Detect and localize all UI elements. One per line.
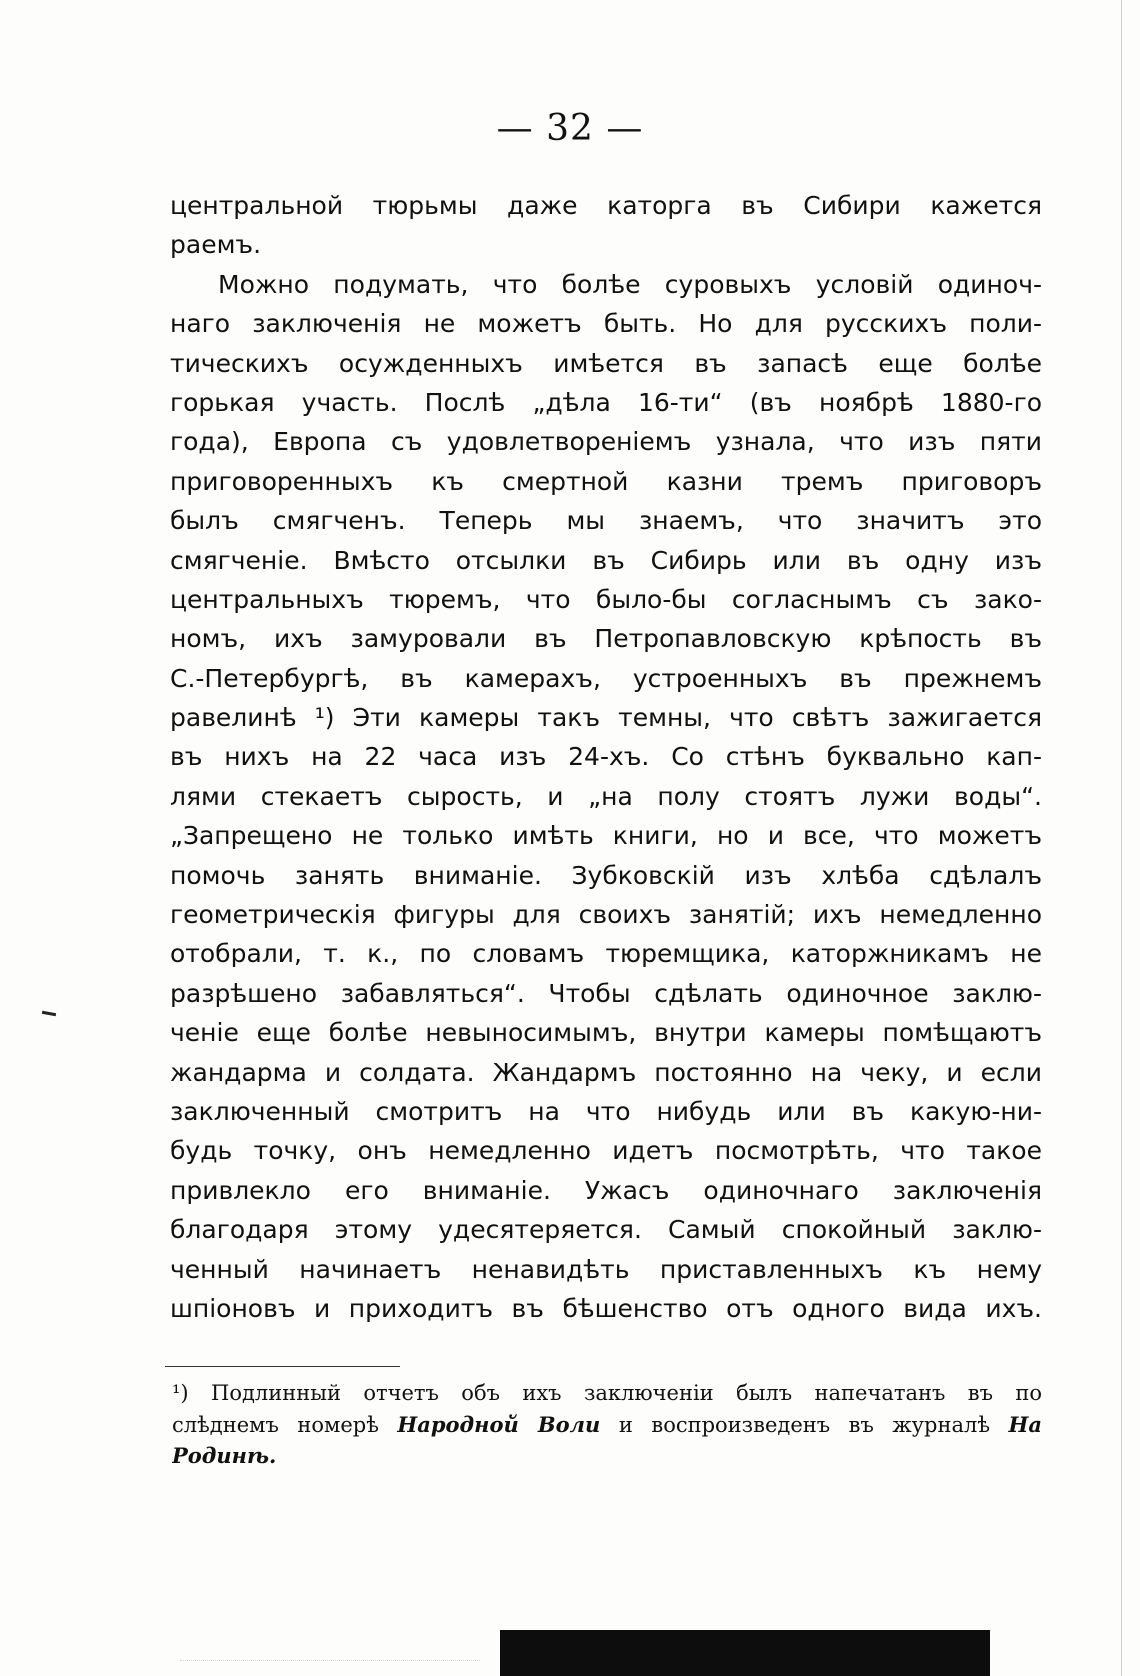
text-line: привлекло его вниманіе. Ужасъ одиночнаго заключенія xyxy=(170,1175,1042,1205)
footnote-text: и воспроизведенъ въ журналѣ xyxy=(618,1413,990,1437)
text-line: ченный начинаетъ ненавидѣть приставленныхъ къ нему xyxy=(170,1254,1042,1284)
scan-artifact xyxy=(180,1640,480,1661)
body-text xyxy=(170,186,1042,1328)
text-line: тическихъ осужденныхъ имѣется въ запасѣ еще болѣе xyxy=(170,348,1042,378)
text-line: года), Европа съ удовлетвореніемъ узнала, что изъ пяти xyxy=(170,427,1042,457)
text-line: горькая участь. Послѣ „дѣла 16-ти“ (въ ноябрѣ 1880-го xyxy=(170,387,1042,417)
journal-title: Народной Воли xyxy=(397,1412,601,1437)
journal-title: Родинѣ xyxy=(172,1443,270,1468)
footnote-line xyxy=(172,1378,1042,1409)
text-line: будь точку, онъ немедленно идетъ посмотрѣть, что такое xyxy=(170,1136,1042,1166)
text-line: жандарма и солдата. Жандармъ постоянно на чеку, и если xyxy=(170,1057,1042,1087)
scan-edge-bar xyxy=(500,1630,990,1676)
text-line: геометрическія фигуры для своихъ занятій; ихъ немедленно xyxy=(170,900,1042,930)
footnote xyxy=(172,1378,1042,1471)
text-line: центральной тюрьмы даже каторга въ Сибири кажется xyxy=(170,191,1042,220)
footnote-text: . xyxy=(269,1443,277,1468)
text-line: былъ смягченъ. Теперь мы знаемъ, что значитъ это xyxy=(170,506,1042,536)
text-line: въ нихъ на 22 часа изъ 24-хъ. Со стѣнъ буквально кап- xyxy=(170,742,1042,772)
text-line: номъ, ихъ замуровали въ Петропавловскую крѣпость въ xyxy=(170,624,1042,654)
footnote-divider xyxy=(165,1366,400,1367)
page-edge-line xyxy=(1121,0,1122,1676)
text-line: центральныхъ тюремъ, что было-бы согласнымъ съ зако- xyxy=(170,584,1042,614)
page-number: — 32 — xyxy=(496,108,644,149)
text-line: наго заключенія не можетъ быть. Но для русскихъ поли- xyxy=(170,309,1042,339)
margin-mark xyxy=(42,1011,56,1016)
text-line: помочь занять вниманіе. Зубковскій изъ хлѣба сдѣлалъ xyxy=(170,860,1042,890)
text-line: смягченіе. Вмѣсто отсылки въ Сибирь или въ одну изъ xyxy=(170,545,1042,575)
text-line: шпіоновъ и приходитъ въ бѣшенство отъ одного вида ихъ. xyxy=(170,1293,1042,1323)
text-line: „Запрещено не только имѣть книги, но и все, что можетъ xyxy=(170,821,1042,851)
text-line: раемъ. xyxy=(170,230,262,260)
footnote-line xyxy=(172,1409,1042,1440)
text-line: разрѣшено забавляться“. Чтобы сдѣлать одиночное заклю- xyxy=(170,978,1042,1008)
text-line: отобрали, т. к., по словамъ тюремщика, каторжникамъ не xyxy=(170,939,1042,969)
text-line: С.-Петербургѣ, въ камерахъ, устроенныхъ въ прежнемъ xyxy=(170,663,1042,693)
text-line: благодаря этому удесятеряется. Самый спокойный заклю- xyxy=(170,1215,1042,1245)
footnote-text: Подлинный отчетъ объ ихъ заключеніи былъ напечатанъ въ по xyxy=(211,1381,1042,1405)
text-line: Можно подумать, что болѣе суровыхъ условій одиноч- xyxy=(218,269,1042,299)
text-line: равелинѣ ¹) Эти камеры такъ темны, что свѣтъ зажигается xyxy=(170,703,1042,733)
footnote-marker: ¹) xyxy=(172,1381,189,1405)
footnote-line xyxy=(172,1440,1042,1471)
journal-title: На xyxy=(1008,1412,1042,1437)
text-line: заключенный смотритъ на что нибудь или въ какую-ни- xyxy=(170,1096,1042,1126)
text-line: лями стекаетъ сырость, и „на полу стоятъ лужи воды“. xyxy=(170,781,1042,811)
text-line: ченіе еще болѣе невыносимымъ, внутри камеры помѣщаютъ xyxy=(170,1018,1042,1048)
footnote-text: слѣднемъ номерѣ xyxy=(172,1413,379,1437)
text-line: приговоренныхъ къ смертной казни тремъ приговоръ xyxy=(170,466,1042,496)
